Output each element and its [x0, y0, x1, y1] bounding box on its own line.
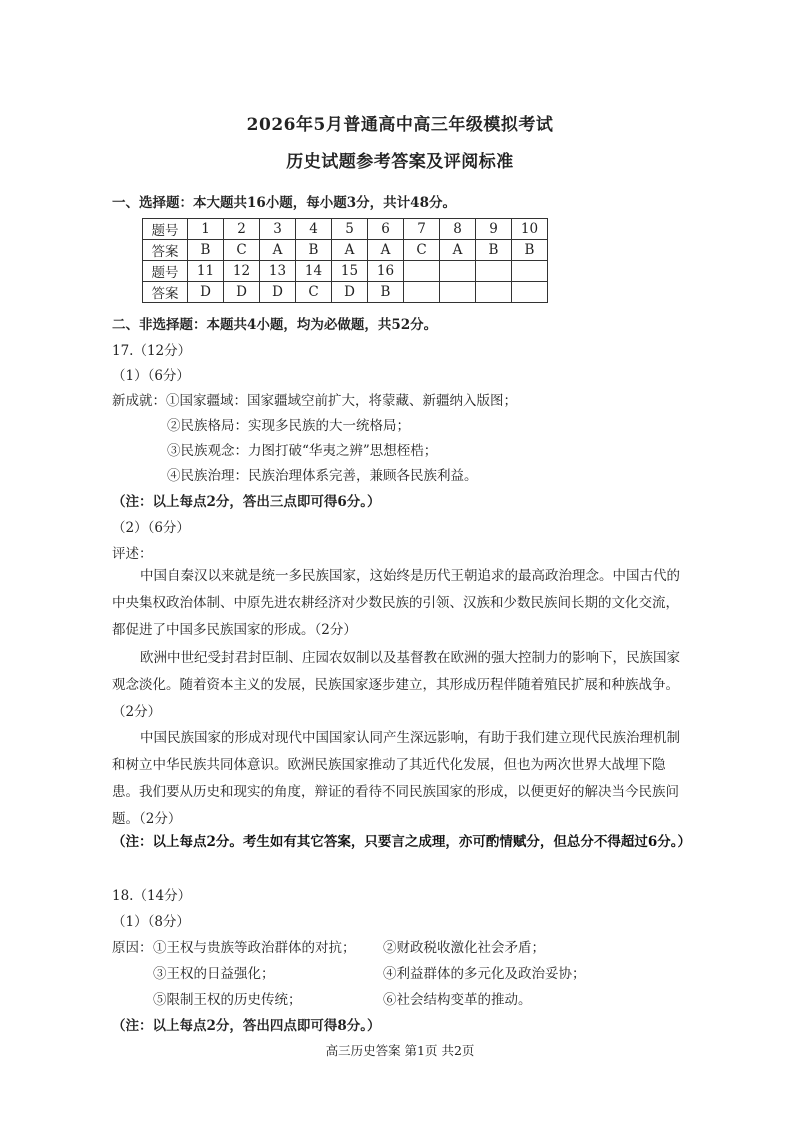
q17-review-paragraph-1: 中国自秦汉以来就是统一多民族国家，这始终是历代王朝追求的最高政治理念。中国古代的中央集权政治体制、中原先进农耕经济对少数民族的引领、汉族和少数民族间长期的文化交流，都促进了中国多民族国家的形成。（2分） [112, 568, 680, 638]
answer-table-cell: C [404, 240, 440, 261]
answer-table-cell: D [188, 282, 224, 303]
answer-table-row [143, 219, 548, 240]
answer-table-cell: 5 [332, 219, 368, 240]
answer-table-cell: B [188, 240, 224, 261]
q18-reason-3: ③王权的日益强化； [153, 966, 275, 982]
q17-achievement-3: ③民族观念：力图打破“华夷之辨”思想桎梏； [167, 443, 438, 459]
q17-review-paragraph-3: 中国民族国家的形成对现代中国国家认同产生深远影响，有助于我们建立现代民族治理机制和树立中华民族共同体意识。欧洲民族国家推动了其近代化发展，但也为两次世界大战埋下隐患。我们要从历史和现实的角度，辩证的看待不同民族国家的形成，以便更好的解决当今民族问题。（2分） [112, 730, 680, 827]
answer-table-cell: 8 [440, 219, 476, 240]
answer-table-cell: A [332, 240, 368, 261]
answer-table-cell [404, 282, 440, 303]
q18-label: 18.（14分） [112, 888, 192, 904]
q17-achievement-4: ④民族治理：民族治理体系完善，兼顾各民族利益。 [167, 468, 478, 484]
section1-heading: 一、选择题：本大题共16小题，每小题3分，共计48分。 [112, 195, 456, 211]
multiple-choice-answer-table [142, 218, 548, 303]
q17-note-2: （注：以上每点2分。考生如有其它答案，只要言之成理，亦可酌情赋分，但总分不得超过6分。） [112, 834, 692, 850]
answer-table-cell: 3 [260, 219, 296, 240]
answer-table-cell [512, 282, 548, 303]
q18-reason-1: ①王权与贵族等政治群体的对抗； [153, 940, 356, 956]
q17-achievement-1: 新成就：①国家疆域：国家疆域空前扩大，将蒙藏、新疆纳入版图； [112, 393, 517, 409]
q18-reason-prefix: 原因： [112, 940, 153, 956]
answer-table-cell [476, 261, 512, 282]
q17-review-paragraph-2: 欧洲中世纪受封君封臣制、庄园农奴制以及基督教在欧洲的强大控制力的影响下，民族国家观念淡化。随着资本主义的发展，民族国家逐步建立，其形成历程伴随着殖民扩展和种族战争。（2分） [112, 650, 680, 720]
answer-table-cell: D [260, 282, 296, 303]
answer-table-cell: A [440, 240, 476, 261]
q17-label: 17.（12分） [112, 343, 192, 359]
answer-table-cell: C [224, 240, 260, 261]
answer-table-cell: C [296, 282, 332, 303]
exam-subtitle: 历史试题参考答案及评阅标准 [286, 152, 514, 172]
answer-table-cell [440, 282, 476, 303]
answer-table-cell: B [512, 240, 548, 261]
answer-table-cell: 11 [188, 261, 224, 282]
q18-reason-2: ②财政税收激化社会矛盾； [383, 940, 545, 956]
section2-heading: 二、非选择题：本题共4小题，均为必做题，共52分。 [112, 317, 438, 333]
q17-part1-label: （1）（6分） [112, 368, 190, 384]
answer-table-cell: A [260, 240, 296, 261]
q18-reason-5: ⑤限制王权的历史传统； [153, 992, 302, 1008]
q18-reason-6: ⑥社会结构变革的推动。 [383, 992, 532, 1008]
q17-achievement-2: ②民族格局：实现多民族的大一统格局； [167, 418, 410, 434]
answer-table-cell: 1 [188, 219, 224, 240]
answer-table-cell: 14 [296, 261, 332, 282]
q18-part1-label: （1）（8分） [112, 914, 190, 930]
answer-table-row-header: 答案 [143, 282, 188, 303]
answer-table-cell: B [296, 240, 332, 261]
answer-table-row-header: 题号 [143, 219, 188, 240]
answer-table-cell: 6 [368, 219, 404, 240]
answer-table-cell: D [332, 282, 368, 303]
answer-table-row [143, 261, 548, 282]
answer-table-cell: D [224, 282, 260, 303]
answer-table-row-header: 答案 [143, 240, 188, 261]
q17-note-1: （注：以上每点2分，答出三点即可得6分。） [112, 494, 381, 510]
answer-table-row [143, 240, 548, 261]
answer-table-cell: 12 [224, 261, 260, 282]
answer-table-row-header: 题号 [143, 261, 188, 282]
q18-note: （注：以上每点2分，答出四点即可得8分。） [112, 1018, 381, 1034]
answer-table-cell [440, 261, 476, 282]
answer-table-cell: 9 [476, 219, 512, 240]
answer-table-cell [476, 282, 512, 303]
answer-table-cell: 15 [332, 261, 368, 282]
q18-reason-4: ④利益群体的多元化及政治妥协； [383, 966, 586, 982]
answer-table-row [143, 282, 548, 303]
answer-table-cell: 2 [224, 219, 260, 240]
q17-part2-label: （2）（6分） [112, 520, 190, 536]
answer-table-cell: 4 [296, 219, 332, 240]
answer-table-cell [404, 261, 440, 282]
answer-table-cell [512, 261, 548, 282]
answer-table-cell: 16 [368, 261, 404, 282]
answer-table-cell: B [476, 240, 512, 261]
answer-table-cell: 7 [404, 219, 440, 240]
answer-table-cell: 10 [512, 219, 548, 240]
answer-table-cell: B [368, 282, 404, 303]
answer-table-cell: 13 [260, 261, 296, 282]
exam-title: 2026年5月普通高中高三年级模拟考试 [246, 115, 554, 135]
q17-review-label: 评述： [112, 546, 153, 562]
answer-table-cell: A [368, 240, 404, 261]
page-footer: 高三历史答案 第1页 共2页 [325, 1043, 475, 1058]
